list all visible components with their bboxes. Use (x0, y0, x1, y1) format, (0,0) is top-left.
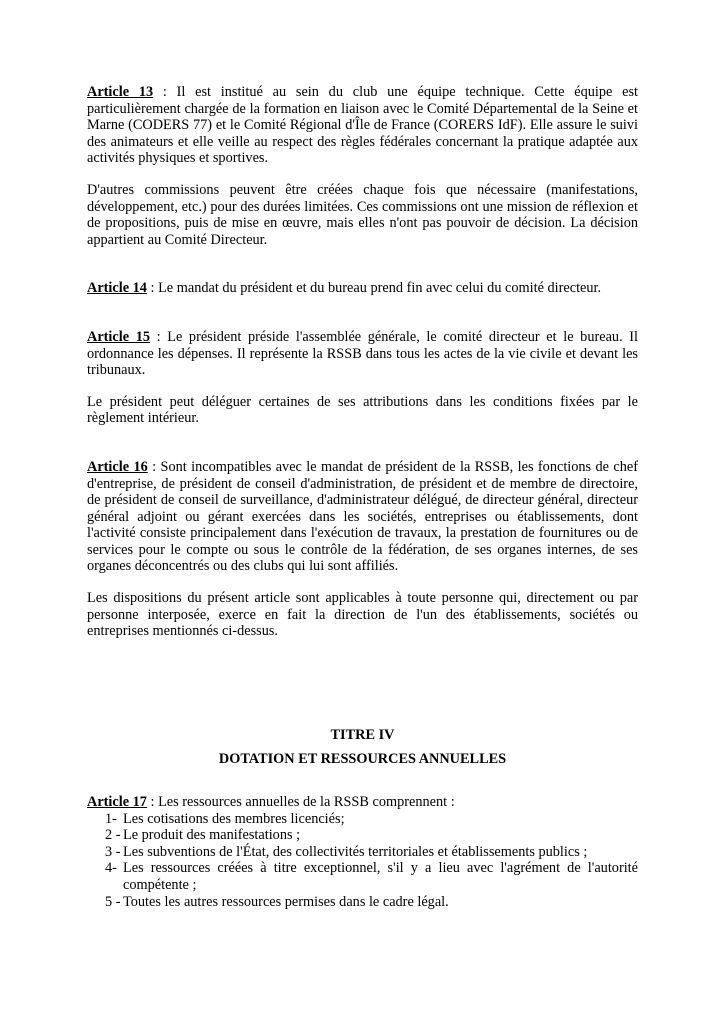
list-item-number: 5 - (105, 893, 121, 910)
document-page (87, 84, 638, 910)
article-16-heading: Article 16 (87, 458, 148, 475)
article-16 (87, 459, 638, 575)
article-15-paragraph-2: Le président peut déléguer certaines de ses attributions dans les conditions fixées par le règlement intérieur. (87, 393, 638, 427)
resources-list (87, 811, 638, 911)
titre-number: TITRE IV (330, 726, 395, 743)
list-item (87, 844, 638, 861)
list-item (87, 811, 638, 828)
list-item (87, 827, 638, 844)
article-13-heading: Article 13 (87, 84, 154, 100)
article-13 (87, 84, 638, 167)
article-15-heading: Article 15 (87, 328, 150, 345)
article-16-text: : Sont incompatibles avec le mandat de président de la RSSB, les fonctions de chef d'entreprise, de président de conseil d'administration, de président et de membre de directoire, de président de conseil de surveillance, d'administrateur délégué, de directeur général, directeur général adjoint ou gérant exercées dans les sociétés, entreprises ou établissements, dont l'activité consiste principalement dans l'exécution de travaux, la prestation de fournitures ou de services pour le compte ou sous le contrôle de la fédération, de ses organes internes, de ses organes déconcentrés ou des clubs qui lui sont affiliés. (87, 458, 638, 575)
list-item-text: Les cotisations des membres licenciés; (123, 810, 345, 827)
titre-name: DOTATION ET RESSOURCES ANNUELLES (218, 751, 507, 768)
list-item-number: 1- (105, 810, 117, 827)
list-item (87, 894, 638, 911)
article-13-text: : Il est institué au sein du club une équipe technique. Cette équipe est particulièrement chargée de la formation en liaison avec le Comité Départemental de la Seine et Marne (CODERS 77) et le Comité Régional d'Île de France (CORERS IdF). Elle assure le suivi des animateurs et elle veille au respect des règles fédérales concernant la pratique adaptée aux activités physiques et sportives. (87, 84, 638, 167)
article-14-text: : Le mandat du président et du bureau prend fin avec celui du comité directeur. (146, 280, 602, 297)
list-item-text: Les ressources créées à titre exceptionnel, s'il y a lieu avec l'agrément de l'autorité compétente ; (123, 860, 638, 893)
article-15-text: : Le président préside l'assemblée générale, le comité directeur et le bureau. Il ordonnance les dépenses. Il représente la RSSB dans tous les actes de la vie civile et devant les tribunaux. (87, 328, 638, 379)
list-item-number: 3 - (105, 843, 121, 860)
article-17 (87, 794, 638, 811)
article-17-heading: Article 17 (87, 794, 147, 811)
article-15 (87, 329, 638, 379)
article-16-paragraph-2: Les dispositions du présent article sont applicables à toute personne qui, directement ou par personne interposée, exerce en fait la direction de l'un des établissements, sociétés ou entreprises mentionnés ci-dessus. (87, 590, 638, 640)
list-item (87, 860, 638, 893)
list-item-number: 2 - (105, 827, 121, 844)
list-item-text: Les subventions de l'État, des collectivités territoriales et établissements publics ; (123, 843, 588, 860)
list-item-text: Toutes les autres ressources permises dans le cadre légal. (123, 893, 449, 910)
article-14-heading: Article 14 (87, 280, 147, 297)
article-17-intro: : Les ressources annuelles de la RSSB comprennent : (146, 794, 455, 811)
article-14 (87, 280, 638, 297)
article-13-paragraph-2: D'autres commissions peuvent être créées chaque fois que nécessaire (manifestations, développement, etc.) pour des durées limitées. Ces commissions ont une mission de réflexion et de propositions, puis de mise en œuvre, mais elles n'ont pas pouvoir de décision. La décision appartient au Comité Directeur. (87, 181, 638, 248)
list-item-text: Le produit des manifestations ; (123, 827, 301, 844)
list-item-number: 4- (105, 860, 117, 877)
